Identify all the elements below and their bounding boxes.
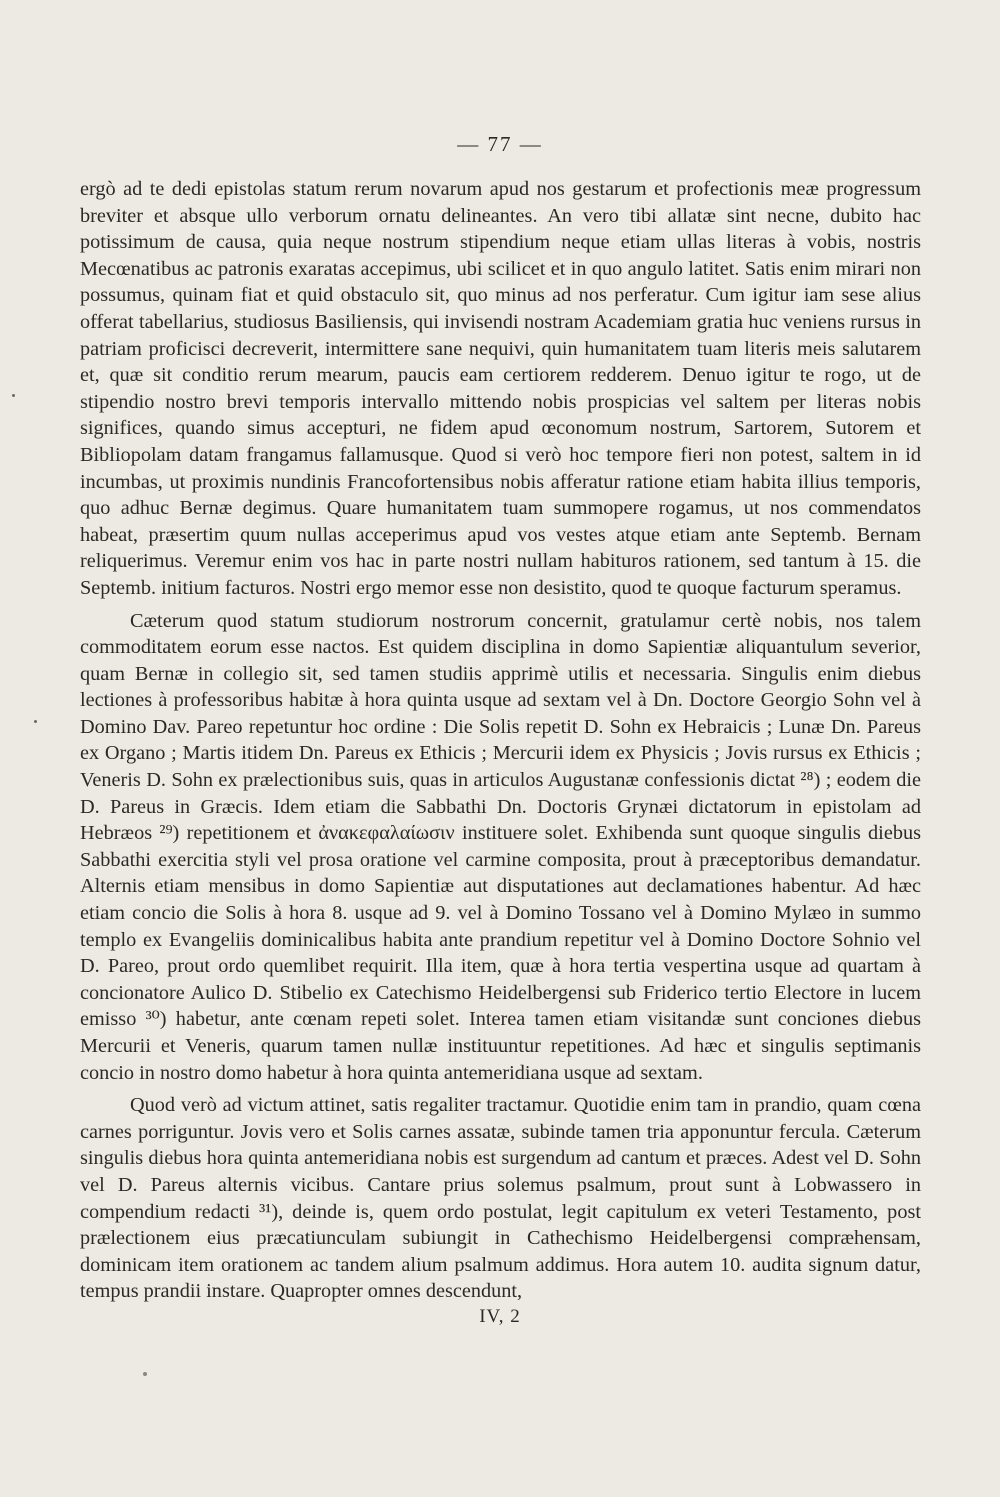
paper-speck xyxy=(143,1372,147,1376)
printer-signature: IV, 2 xyxy=(479,1306,521,1327)
margin-mark xyxy=(34,720,37,723)
paragraph-3: Quod verò ad victum attinet, satis regaliter tractamur. Quotidie enim tam in prandio, quam cœna carnes porriguntur. Jovis vero et Solis carnes assatæ, subinde tamen tria apponuntur fercula. Cæterum singulis diebus hora quinta antemeridiana nobis est surgendum ad cantum et præces. Adest vel D. Sohn vel D. Pareus alternis vicibus. Cantare prius solemus psalmum, prout sunt à Lobwassero in compendium redacti ³¹), deinde is, quem ordo postulat, legit capitulum ex veteri Testamento, post prælectionem eius præcatiunculam subiungit in Cathechismo Heidelbergensi compræhensam, dominicam item orationem ac tandem alium psalmum addimus. Hora autem 10. audita signum datur, tempus prandii instare. Quapropter omnes descendunt, xyxy=(80,1094,921,1303)
margin-mark xyxy=(12,394,15,397)
page-number: — 77 — xyxy=(457,132,543,156)
paragraph-2: Cæterum quod statum studiorum nostrorum concernit, gratulamur certè nobis, nos talem commoditatem eorum esse nactos. Est quidem disciplina in domo Sapientiæ aliquantulum severior, quam Bernæ in collegio sit, sed tamen studiis apprimè utilis et necessaria. Singulis enim diebus lectiones à professoribus habitæ à hora quinta usque ad sextam vel à Dn. Doctore Georgio Sohn vel à Domino Dav. Pareo repetuntur hoc ordine : Die Solis repetit D. Sohn ex Hebraicis ; Lunæ Dn. Pareus ex Organo ; Martis itidem Dn. Pareus ex Ethicis ; Mercurii idem ex Physicis ; Jovis rursus ex Ethicis ; Veneris D. Sohn ex prælectionibus suis, quas in articulos Augustanæ confessionis dictat ²⁸) ; eodem die D. Pareus in Græcis. Idem etiam die Sabbathi Dn. Doctoris Grynæi dictatorum in epistolam ad Hebræos ²⁹) repetitionem et ἀνακεφαλαίωσιν instituere solet. Exhibenda sunt quoque singulis diebus Sabbathi exercitia styli vel prosa oratione vel carmine composita, prout à præceptoribus demandatur. Alternis etiam mensibus in domo Sapientiæ aut disputationes aut declamationes habentur. Ad hæc etiam concio die Solis à hora 8. usque ad 9. vel à Domino Tossano vel à Domino Mylæo in summo templo ex Evangeliis dominicalibus habita ante prandium repetitur vel à Domino Doctore Sohnio vel D. Pareo, prout ordo quemlibet requirit. Illa item, quæ à hora tertia vespertina usque ad quartam à concionatore Aulico D. Stibelio ex Catechismo Heidelbergensi sub Friderico tertio Electore in lucem emisso ³⁰) habetur, ante cœnam repeti solet. Interea tamen etiam visitandæ sunt conciones diebus Mercurii et Veneris, quarum tamen nullæ instituuntur repetitiones. Ad hæc et singulis septimanis concio in nostro domo habetur à hora quinta antemeridiana usque ad sextam. xyxy=(80,609,921,1084)
paragraph-1: ergò ad te dedi epistolas statum rerum novarum apud nos gestarum et profectionis meæ progressum breviter et absque ullo verborum ornatu delineantes. An vero tibi allatæ sint necne, dubito hac potissimum de causa, quia neque nostrum stipendium neque etiam ullas literas à vobis, nostris Mecœnatibus ac patronis exaratas accepimus, ubi scilicet et in quo angulo latitet. Satis enim mirari non possumus, quinam fiat et quid obstaculo sit, quo minus ad nos perferatur. Cum igitur iam sese alius offerat tabellarius, studiosus Basiliensis, qui invisendi nostram Academiam gratia huc veniens rursus in patriam proficisci decreverit, intermittere sane nequivi, quin humanitatem tuam literis meis salutarem et, quæ sit conditio rerum mearum, paucis eam certiorem redderem. Denuo igitur te rogo, ut de stipendio nostro brevi temporis intervallo mittendo nobis prospicias vel saltem per literas nobis significes, quando simus accepturi, ne fidem apud œconomum nostrum, Sartorem, Sutorem et Bibliopolam datam frangamus fallamusque. Quod si verò hoc tempore fieri non potest, saltem in id incumbas, ut proximis nundinis Francofortensibus nobis afferatur ratione etiam habita illius temporis, quo adhuc Bernæ degimus. Quare humanitatem tuam summopere rogamus, ut nos commendatos habeat, præsertim quum nullas acceperimus apud vos vestes atque etiam ante Septemb. Bernam reliquerimus. Veremur enim vos hac in parte nostri nullam habituros rationem, sed tantum à 15. die Septemb. initium facturos. Nostri ergo memor esse non desistito, quod te quoque facturum speramus. xyxy=(80,178,921,599)
body-text xyxy=(80,176,921,1305)
